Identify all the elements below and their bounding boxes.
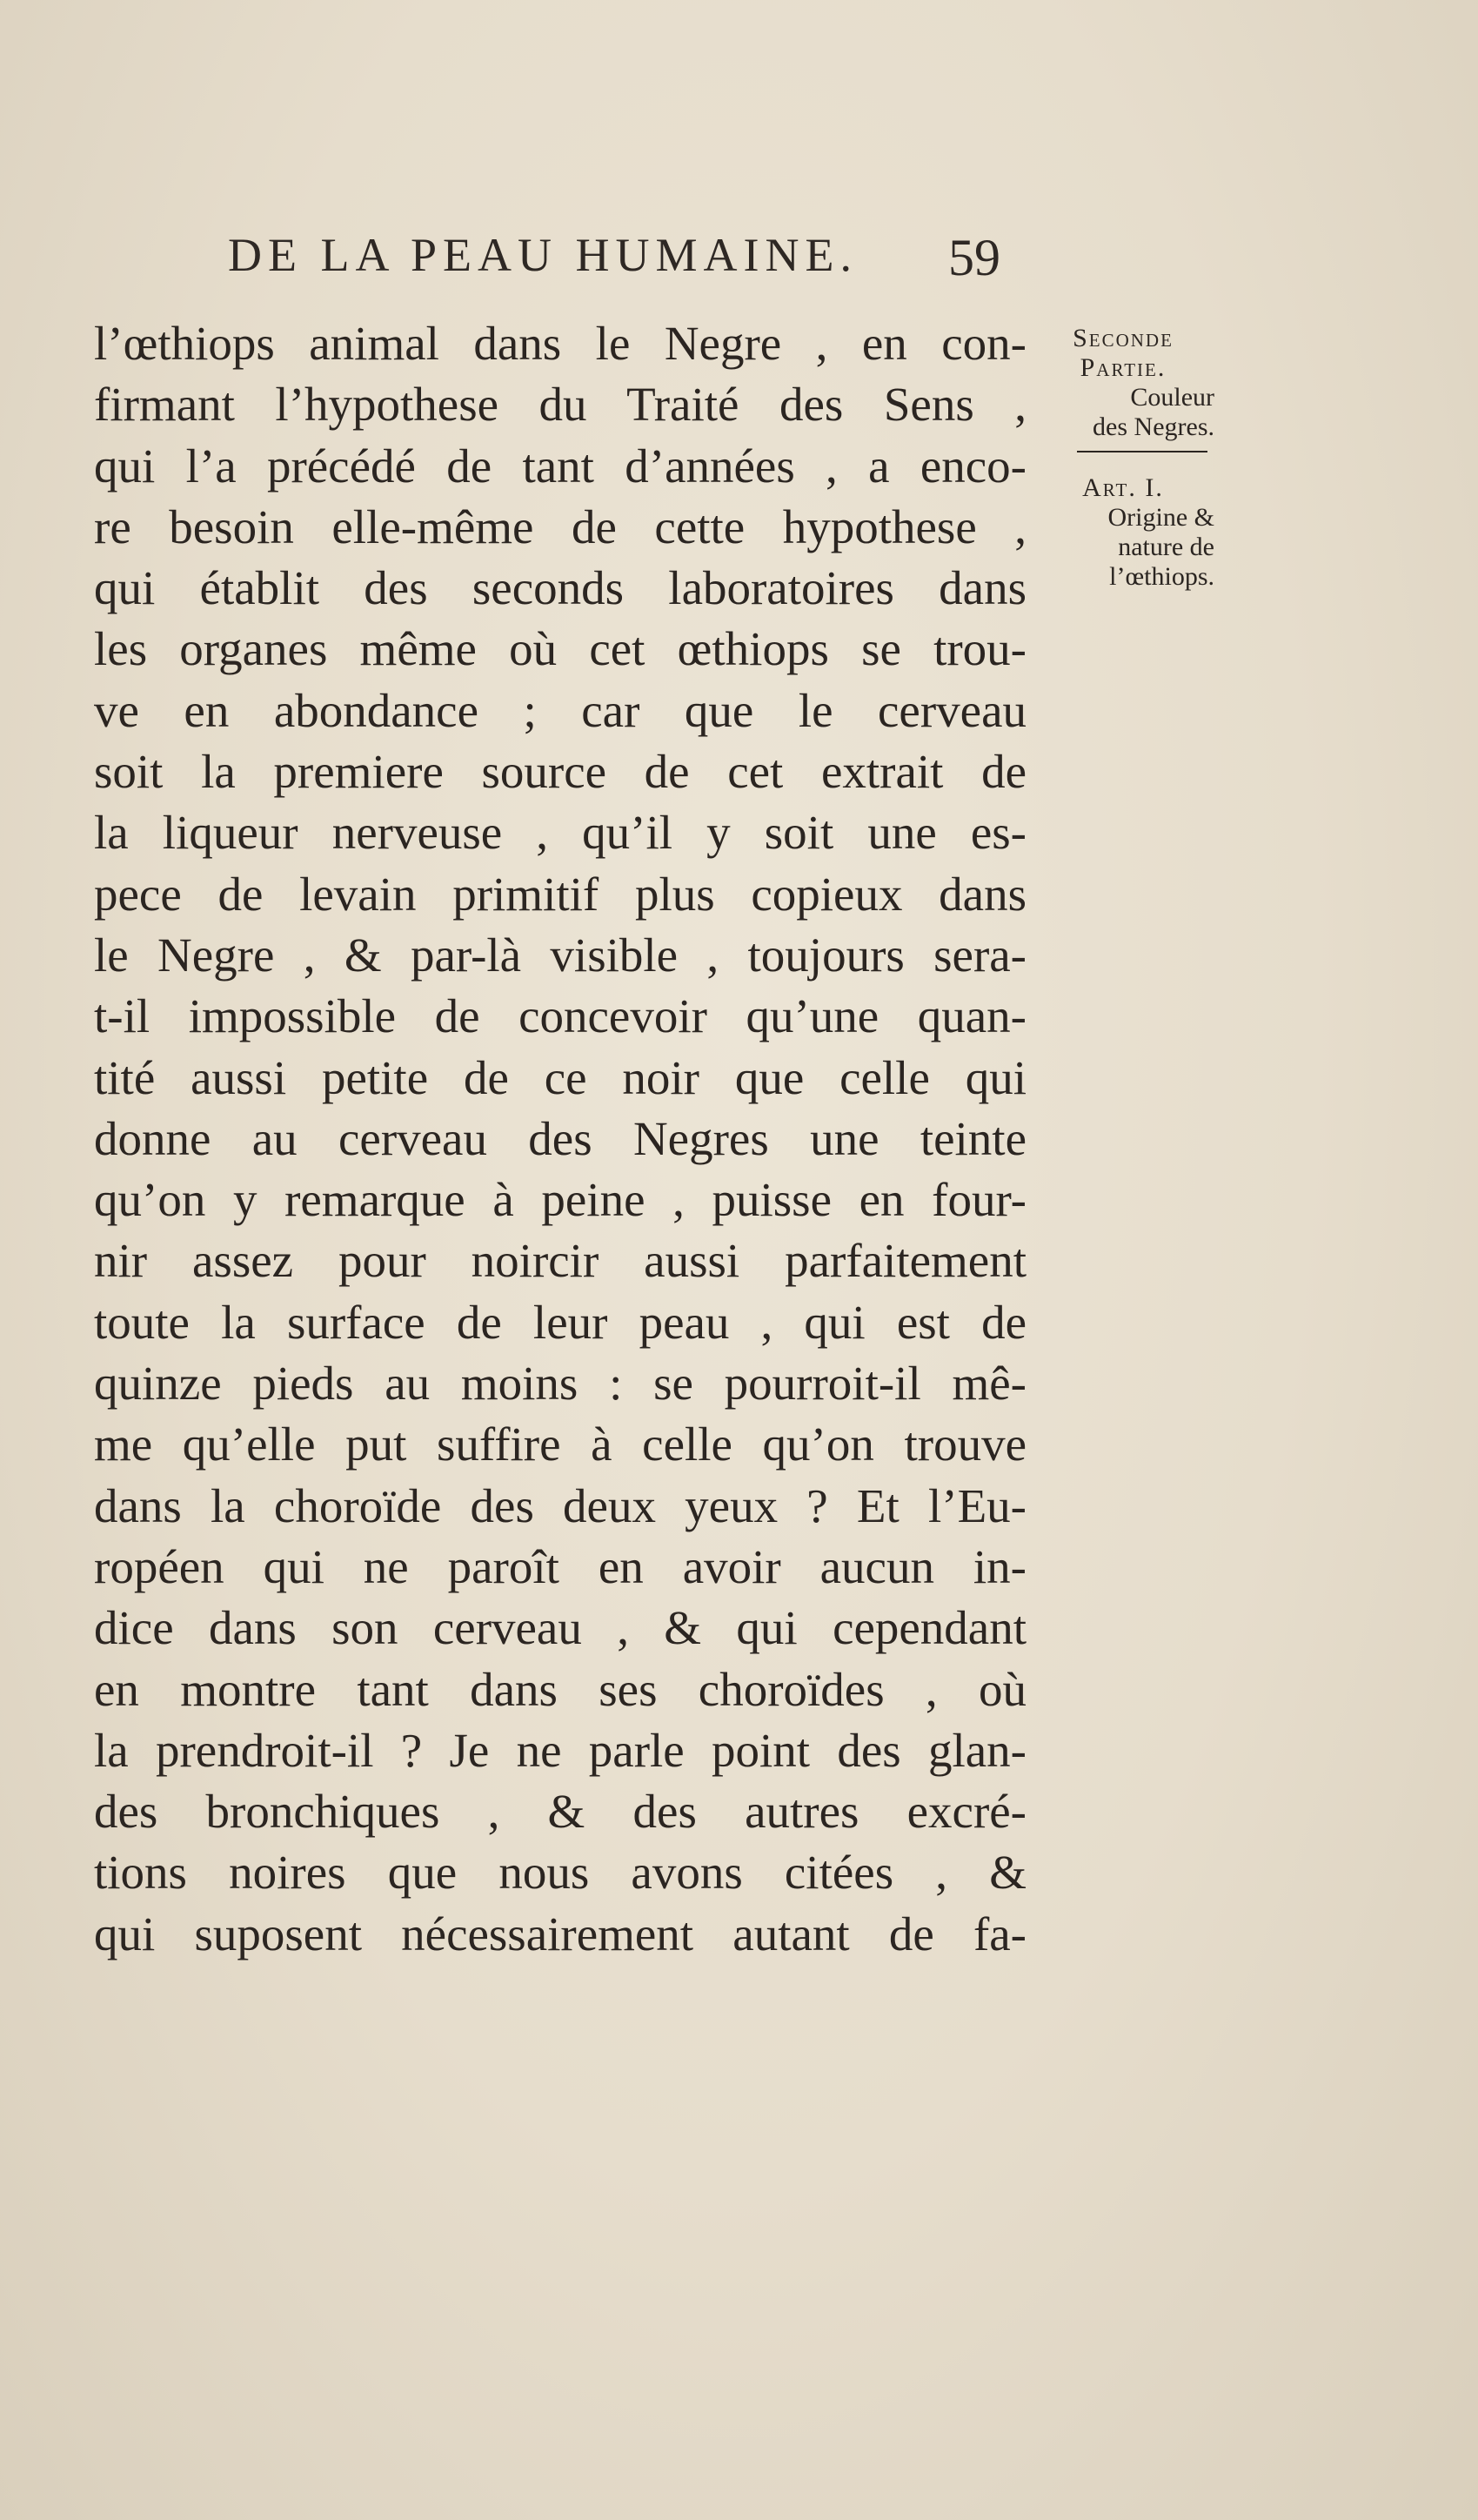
text-line: toute la surface de leur peau , qui est de	[94, 1295, 1027, 1349]
margin-divider	[1077, 451, 1207, 452]
text-line: qui établit des seconds laboratoires dans	[94, 561, 1027, 615]
article-number: Art. I.	[1082, 473, 1164, 502]
article-title-line2: nature de	[1118, 533, 1214, 561]
text-line: le Negre , & par-là visible , toujours sera-	[94, 928, 1027, 982]
page-number: 59	[948, 229, 1000, 286]
text-line: qui l’a précédé de tant d’années , a enco-	[94, 439, 1027, 493]
text-line: dice dans son cerveau , & qui cependant	[94, 1601, 1027, 1655]
part-heading-line1: Seconde	[1073, 324, 1174, 352]
text-line: des bronchiques , & des autres excré-	[94, 1785, 1027, 1839]
text-line: ve en abondance ; car que le cerveau	[94, 683, 1027, 737]
text-line: les organes même où cet œthiops se trou-	[94, 622, 1027, 676]
body-text	[94, 313, 1027, 1965]
text-line: t-il impossible de concevoir qu’une quan-	[94, 989, 1027, 1043]
text-line: dans la choroïde des deux yeux ? Et l’Eu-	[94, 1478, 1027, 1532]
text-line: tions noires que nous avons citées , &	[94, 1846, 1027, 1900]
text-line: la prendroit-il ? Je ne parle point des glan-	[94, 1723, 1027, 1777]
text-line: la liqueur nerveuse , qu’il y soit une es-	[94, 806, 1027, 860]
text-line: quinze pieds au moins : se pourroit-il mê-	[94, 1357, 1027, 1411]
text-line: pece de levain primitif plus copieux dans	[94, 867, 1027, 921]
text-line: l’œthiops animal dans le Negre , en con-	[94, 317, 1027, 370]
margin-note	[1032, 324, 1214, 592]
text-line: ropéen qui ne paroît en avoir aucun in-	[94, 1539, 1027, 1593]
running-title: DE LA PEAU HUMAINE.	[228, 229, 858, 281]
part-heading-line2: Partie.	[1080, 353, 1167, 382]
text-line: donne au cerveau des Negres une teinte	[94, 1111, 1027, 1165]
text-line: firmant l’hypothese du Traité des Sens ,	[94, 378, 1027, 432]
text-line: re besoin elle-même de cette hypothese ,	[94, 499, 1027, 553]
text-line: en montre tant dans ses choroïdes , où	[94, 1662, 1027, 1716]
text-line: qu’on y remarque à peine , puisse en four-	[94, 1173, 1027, 1227]
article-title-line3: l’œthiops.	[1109, 562, 1214, 591]
topic-line1: Couleur	[1130, 383, 1214, 412]
running-header	[228, 228, 1028, 282]
article-title-line1: Origine &	[1107, 503, 1214, 532]
text-line: nir assez pour noircir aussi parfaitement	[94, 1234, 1027, 1288]
text-line: me qu’elle put suffire à celle qu’on trouve	[94, 1418, 1027, 1471]
topic-line2: des Negres.	[1093, 412, 1214, 441]
text-line: qui suposent nécessairement autant de fa-	[94, 1907, 1027, 1960]
text-line: soit la premiere source de cet extrait de	[94, 745, 1027, 799]
text-line: tité aussi petite de ce noir que celle qui	[94, 1050, 1027, 1104]
